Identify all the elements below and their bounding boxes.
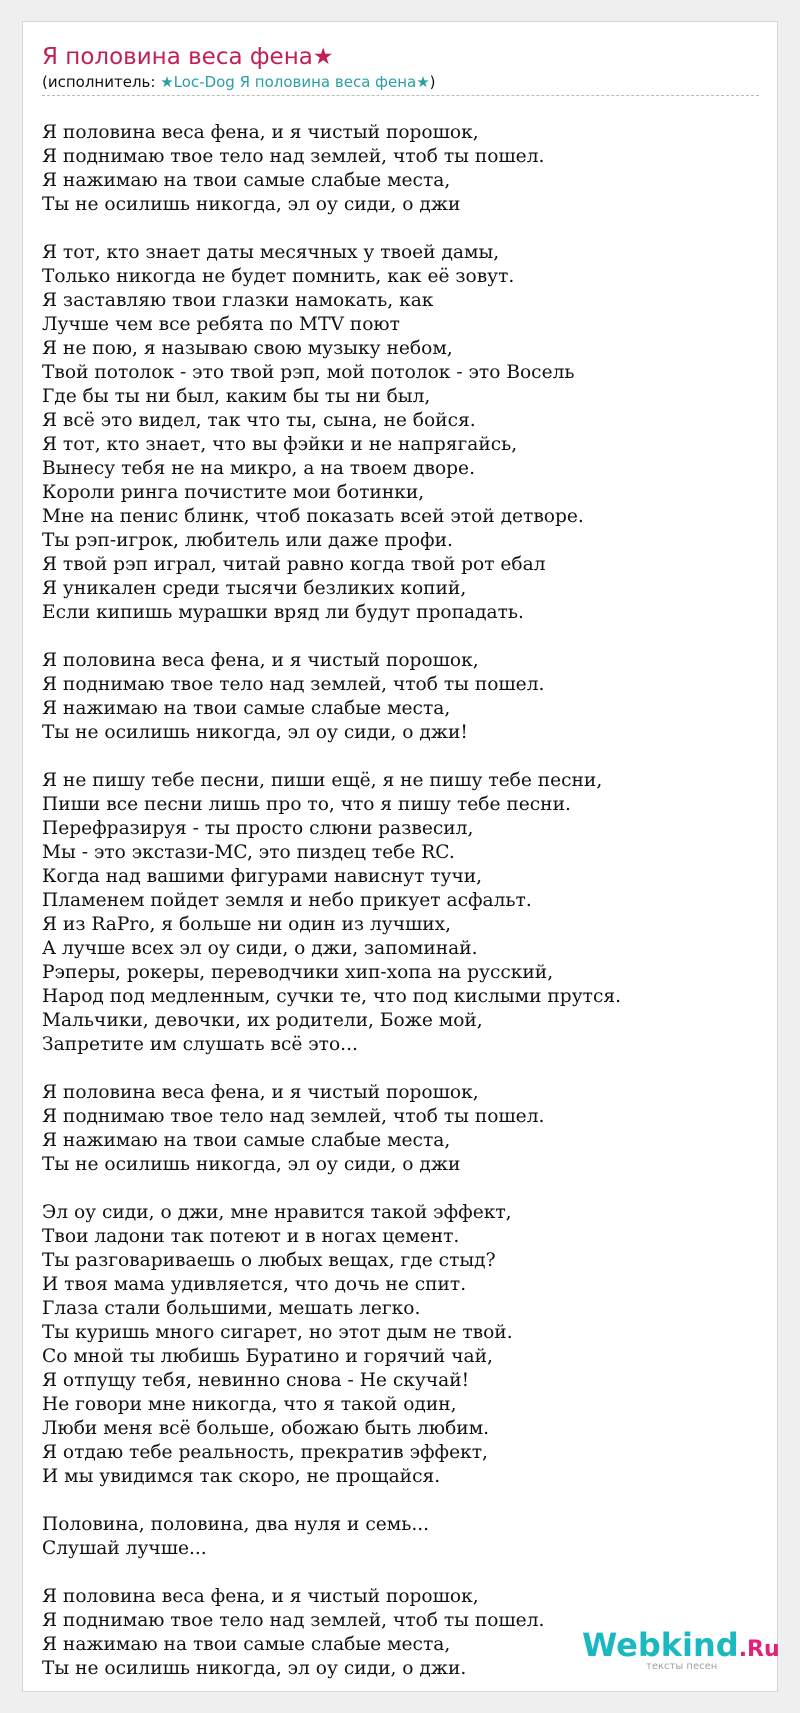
- stanza-break: [42, 1057, 762, 1081]
- lyric-line: Я поднимаю твое тело над землей, чтоб ты пошел.: [42, 1106, 545, 1127]
- lyric-line: Я половина веса фена, и я чистый порошок,: [42, 122, 479, 143]
- lyric-line: Если кипишь мурашки вряд ли будут пропадать.: [42, 602, 524, 623]
- lyric-line: Когда над вашими фигурами нависнут тучи,: [42, 866, 483, 887]
- stanza-break: [42, 745, 762, 769]
- artist-line: [42, 71, 778, 93]
- artist-prefix: (исполнитель:: [42, 73, 161, 91]
- lyric-line: Я нажимаю на твои самые слабые места,: [42, 1130, 451, 1151]
- lyric-line: Эл оу сиди, о джи, мне нравится такой эффект,: [42, 1202, 512, 1223]
- lyric-line: Ты не осилишь никогда, эл оу сиди, о джи!: [42, 722, 468, 743]
- lyric-line: Я поднимаю твое тело над землей, чтоб ты пошел.: [42, 1610, 545, 1631]
- lyric-line: Ты куришь много сигарет, но этот дым не твой.: [42, 1322, 513, 1343]
- stanza-break: [42, 1489, 762, 1513]
- watermark-tagline: тексты песен: [646, 1661, 718, 1672]
- lyric-line: Ты не осилишь никогда, эл оу сиди, о джи: [42, 1154, 461, 1175]
- lyric-line: Перефразируя - ты просто слюни развесил,: [42, 818, 474, 839]
- lyric-line: Я нажимаю на твои самые слабые места,: [42, 170, 451, 191]
- lyric-line: Я отпущу тебя, невинно снова - Не скучай!: [42, 1370, 470, 1391]
- stanza-break: [42, 1561, 762, 1585]
- lyric-line: Я заставляю твои глазки намокать, как: [42, 290, 434, 311]
- lyric-line: Где бы ты ни был, каким бы ты ни был,: [42, 386, 431, 407]
- lyric-line: Я тот, кто знает, что вы фэйки и не напрягайсь,: [42, 434, 518, 455]
- lyric-line: И твоя мама удивляется, что дочь не спит.: [42, 1274, 467, 1295]
- lyric-line: Я половина веса фена, и я чистый порошок,: [42, 1082, 479, 1103]
- lyric-line: Твои ладони так потеют и в ногах цемент.: [42, 1226, 460, 1247]
- lyric-line: Я твой рэп играл, читай равно когда твой рот ебал: [42, 554, 546, 575]
- lyric-line: Пиши все песни лишь про то, что я пишу тебе песни.: [42, 794, 571, 815]
- stanza-break: [42, 217, 762, 241]
- lyric-line: Я нажимаю на твои самые слабые места,: [42, 1634, 451, 1655]
- lyric-line: Половина, половина, два нуля и семь...: [42, 1514, 430, 1535]
- lyric-line: А лучше всех эл оу сиди, о джи, запоминай.: [42, 938, 478, 959]
- lyric-line: Рэперы, рокеры, переводчики хип-хопа на русский,: [42, 962, 554, 983]
- lyric-line: Вынесу тебя не на микро, а на твоем дворе.: [42, 458, 475, 479]
- lyric-line: Мальчики, девочки, их родители, Боже мой,: [42, 1010, 483, 1031]
- lyric-line: Запретите им слушать всё это...: [42, 1034, 358, 1055]
- lyric-line: Я поднимаю твое тело над землей, чтоб ты пошел.: [42, 674, 545, 695]
- lyric-line: Я отдаю тебе реальность, прекратив эффект,: [42, 1442, 488, 1463]
- lyrics-card: [22, 21, 778, 1692]
- lyric-line: Мы - это экстази-MC, это пиздец тебе RC.: [42, 842, 455, 863]
- lyric-line: Народ под медленным, сучки те, что под кислыми прутся.: [42, 986, 621, 1007]
- lyrics-text: [42, 121, 762, 1681]
- lyric-line: Мне на пенис блинк, чтоб показать всей этой детворе.: [42, 506, 584, 527]
- lyric-line: Люби меня всё больше, обожаю быть любим.: [42, 1418, 490, 1439]
- lyric-line: Я поднимаю твое тело над землей, чтоб ты пошел.: [42, 146, 545, 167]
- lyric-line: Глаза стали большими, мешать легко.: [42, 1298, 421, 1319]
- lyric-line: Пламенем пойдет земля и небо прикует асфальт.: [42, 890, 532, 911]
- lyric-line: Я из RaPro, я больше ни один из лучших,: [42, 914, 452, 935]
- artist-suffix: ): [429, 73, 436, 91]
- lyric-line: Я уникален среди тысячи безликих копий,: [42, 578, 467, 599]
- lyric-line: Со мной ты любишь Буратино и горячий чай,: [42, 1346, 493, 1367]
- lyric-line: И мы увидимся так скоро, не прощайся.: [42, 1466, 441, 1487]
- lyric-line: Ты не осилишь никогда, эл оу сиди, о джи.: [42, 1658, 467, 1679]
- lyric-line: Ты не осилишь никогда, эл оу сиди, о джи: [42, 194, 461, 215]
- lyric-line: Я нажимаю на твои самые слабые места,: [42, 698, 451, 719]
- stanza-break: [42, 625, 762, 649]
- watermark-brand: Webkind.Ru: [582, 1626, 780, 1664]
- webkind-watermark-logo: [560, 1625, 780, 1675]
- lyric-line: Я не пою, я называю свою музыку небом,: [42, 338, 453, 359]
- lyric-line: Не говори мне никогда, что я такой один,: [42, 1394, 457, 1415]
- lyric-line: Я тот, кто знает даты месячных у твоей дамы,: [42, 242, 500, 263]
- artist-link[interactable]: ★Loc-Dog Я половина веса фена★: [160, 73, 430, 91]
- lyric-line: Ты рэп-игрок, любитель или даже профи.: [42, 530, 453, 551]
- lyric-line: Лучше чем все ребята по MTV поют: [42, 314, 400, 335]
- lyric-line: Я не пишу тебе песни, пиши ещё, я не пишу тебе песни,: [42, 770, 603, 791]
- song-title: Я половина веса фена★: [42, 44, 334, 70]
- lyric-line: Твой потолок - это твой рэп, мой потолок - это Восель: [42, 362, 575, 383]
- lyric-line: Я всё это видел, так что ты, сына, не бойся.: [42, 410, 476, 431]
- lyric-line: Я половина веса фена, и я чистый порошок,: [42, 650, 479, 671]
- lyric-line: Только никогда не будет помнить, как её зовут.: [42, 266, 515, 287]
- lyric-line: Короли ринга почистите мои ботинки,: [42, 482, 425, 503]
- lyric-line: Ты разговариваешь о любых вещах, где стыд?: [42, 1250, 496, 1271]
- stanza-break: [42, 1177, 762, 1201]
- lyric-line: Слушай лучше...: [42, 1538, 207, 1559]
- title-divider: [42, 95, 759, 96]
- lyric-line: Я половина веса фена, и я чистый порошок,: [42, 1586, 479, 1607]
